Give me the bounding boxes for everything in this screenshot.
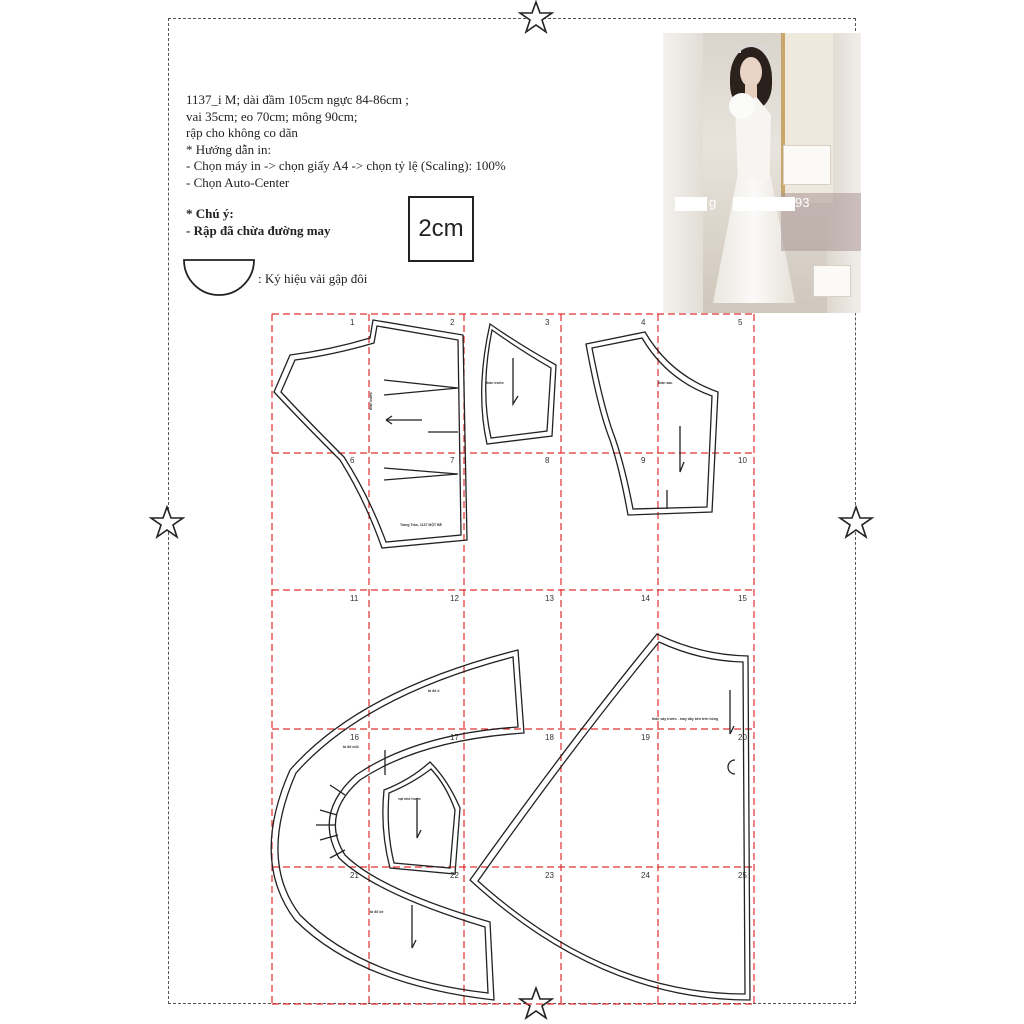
piece-label-inner-panel: vạt nhỏ trước: [398, 797, 421, 801]
size-measurements-2: vai 35cm; eo 70cm; mông 90cm;: [186, 108, 358, 124]
piece-label-bodice-bottom: Trang Trần, 1137 MỘT BÉ: [400, 523, 443, 527]
scale-label: 2cm: [418, 215, 464, 242]
page-number: 9: [641, 456, 646, 465]
page-number: 3: [545, 318, 550, 327]
piece-skirt-front: [470, 634, 750, 1000]
page-number: 22: [450, 871, 459, 880]
page-number: 20: [738, 733, 747, 742]
page-number: 10: [738, 456, 747, 465]
piece-label-skirt-left: tà đổ mũi: [343, 745, 359, 749]
page-number: 25: [738, 871, 747, 880]
page-number: 8: [545, 456, 550, 465]
page-number: 16: [350, 733, 359, 742]
page-number: 2: [450, 318, 455, 327]
piece-label-skirt-front: thân váy trước - may dây bên trên hông: [652, 717, 719, 721]
print-guide-step-1: - Chọn máy in -> chọn giấy A4 -> chọn tỷ lệ (Scaling): 100%: [186, 158, 506, 173]
note-text: - Rập đã chừa đường may: [186, 223, 331, 238]
piece-front-side: [274, 320, 467, 548]
page-number: 12: [450, 594, 459, 603]
print-guide-title: * Hướng dẫn in:: [186, 141, 272, 157]
photo-caption-left: g: [709, 195, 717, 210]
page-number: 4: [641, 318, 646, 327]
page-number: 19: [641, 733, 650, 742]
piece-side-panel: [482, 324, 556, 444]
page-number: 11: [350, 594, 359, 603]
page-number: 1: [350, 318, 355, 327]
piece-skirt-curve: [271, 650, 524, 1000]
fold-legend-label: : Ký hiệu vải gập đôi: [258, 271, 368, 286]
piece-label-front-side: thân trước: [369, 392, 373, 410]
piece-inner-panel: [383, 762, 460, 874]
page-number: 17: [450, 733, 459, 742]
page-number: 6: [350, 456, 355, 465]
fabric-note: rập cho không co dãn: [186, 125, 298, 140]
piece-label-skirt-lower: tà đổ bé: [370, 910, 384, 914]
piece-label-skirt-back: tà đổ ô: [428, 689, 440, 693]
page-number: 13: [545, 594, 554, 603]
page-number: 14: [641, 594, 650, 603]
size-measurements: 1137_i M; dài đầm 105cm ngực 84-86cm ;: [186, 92, 409, 107]
photo-caption-right: 93: [795, 195, 810, 210]
page-number: 24: [641, 871, 650, 880]
page-number: 7: [450, 456, 455, 465]
page-number: 18: [545, 733, 554, 742]
page-number: 5: [738, 318, 743, 327]
note-title: * Chú ý:: [186, 206, 234, 221]
page-number: 23: [545, 871, 554, 880]
piece-label-bodice-back: thân sau: [658, 381, 673, 385]
page-number: 21: [350, 871, 359, 880]
page-number: 15: [738, 594, 747, 603]
print-guide-step-2: - Chọn Auto-Center: [186, 174, 290, 190]
piece-bodice-back: [586, 332, 718, 515]
pattern-pieces: [271, 320, 750, 1000]
piece-label-side-panel: thân trước: [486, 381, 504, 385]
